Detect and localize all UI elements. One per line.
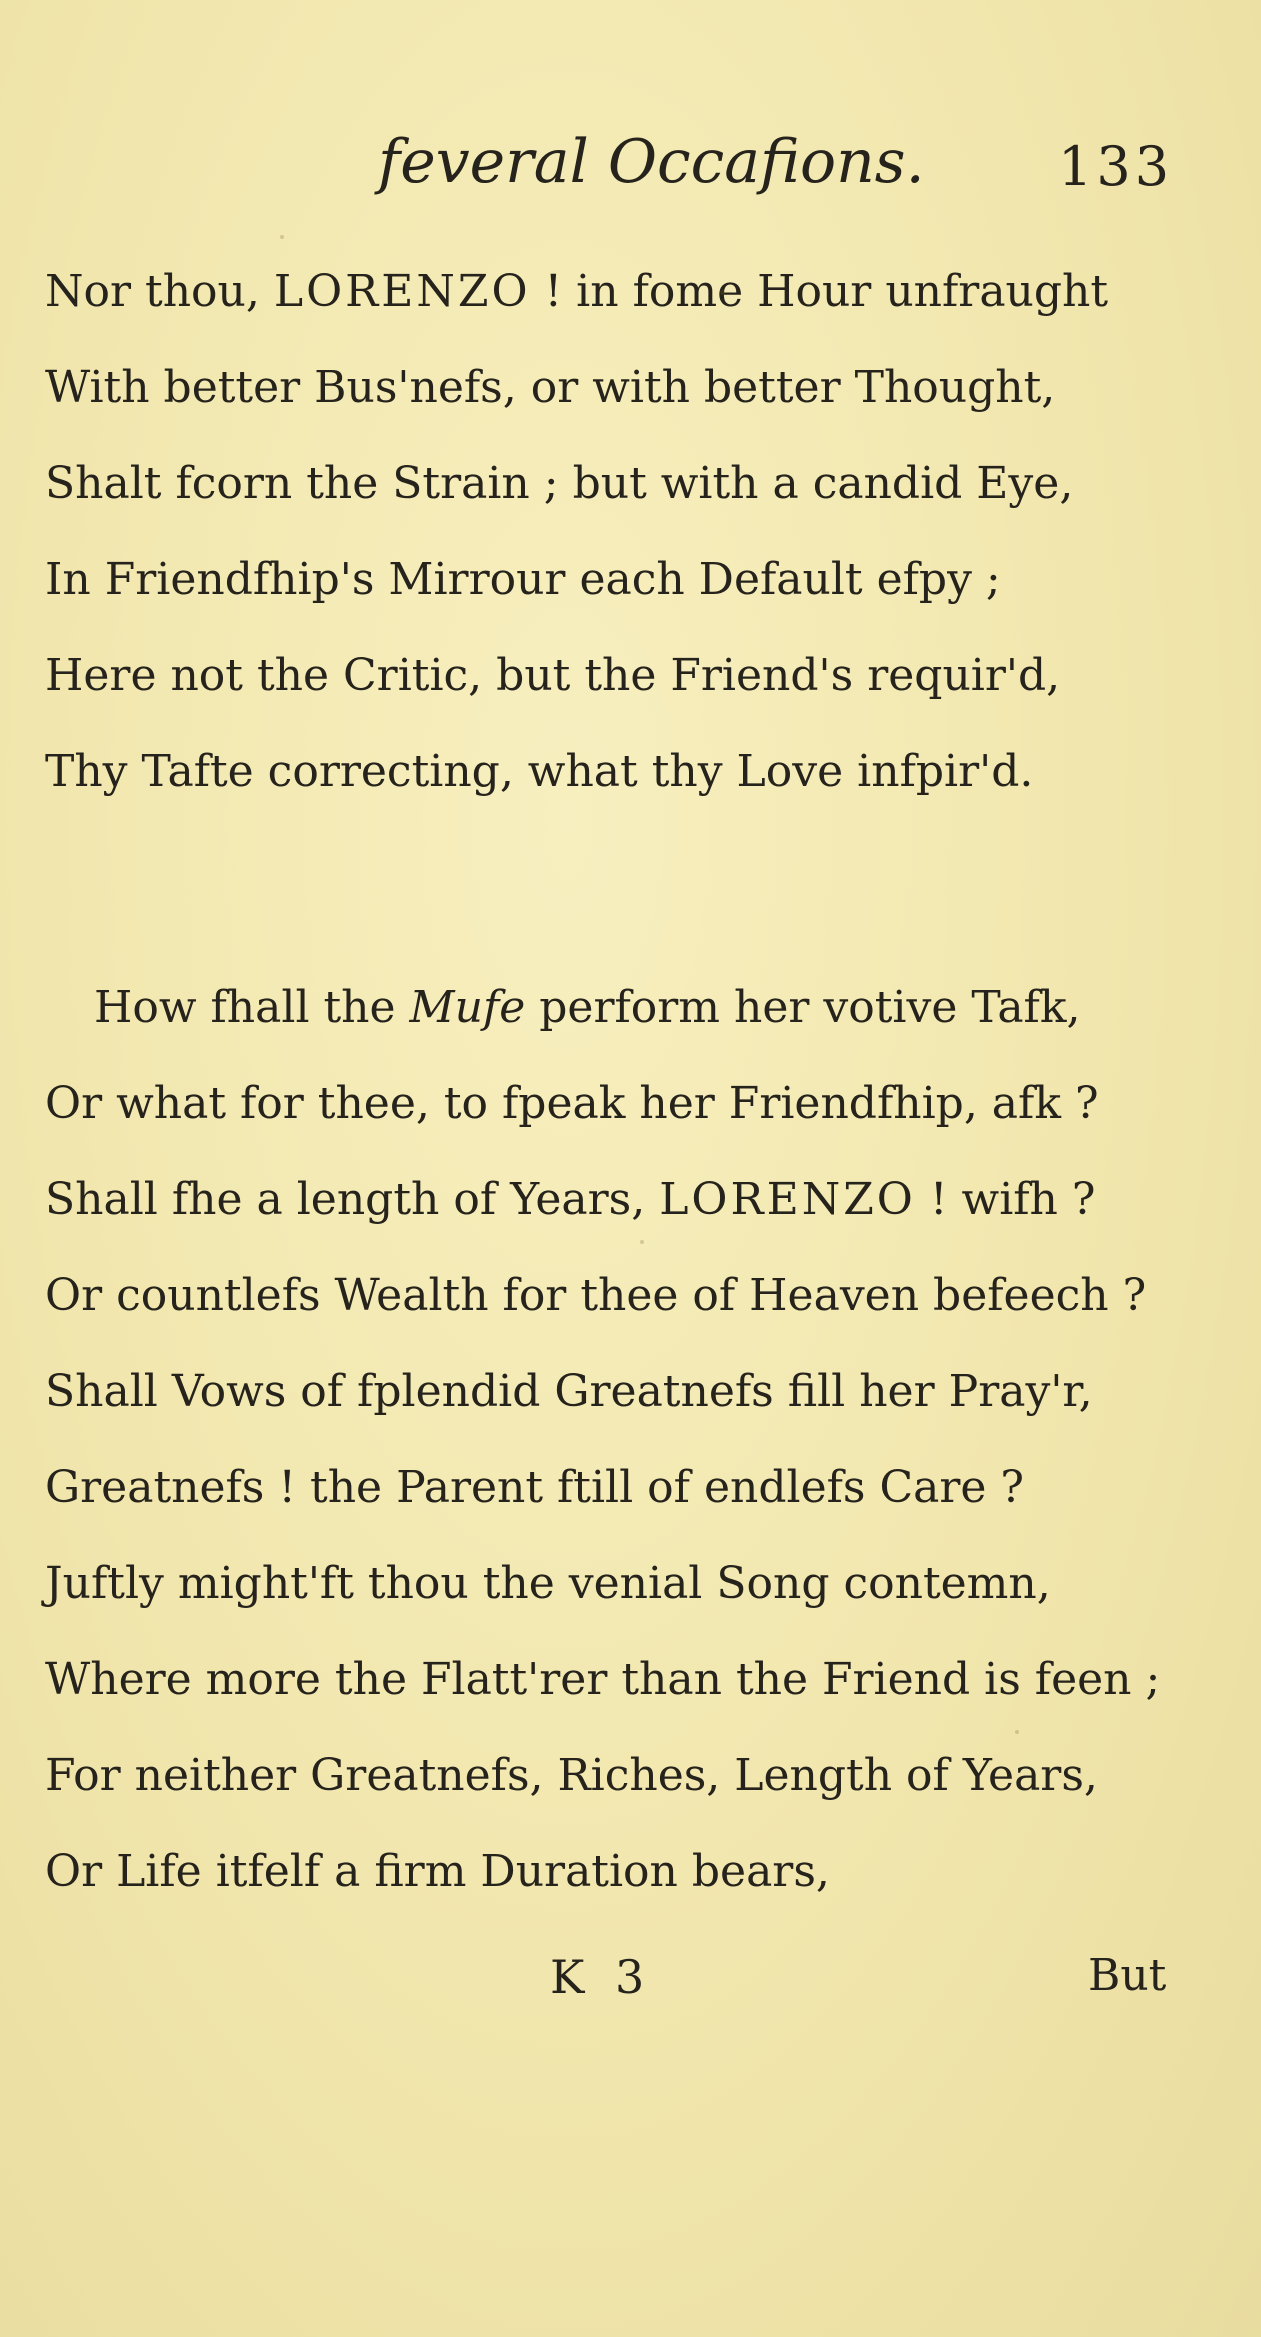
catchword: But [1088, 1950, 1167, 2001]
verse-line: Nor thou, LORENZO ! in fome Hour unfraught [45, 266, 1109, 317]
page-number: 133 [1058, 135, 1174, 198]
verse-line: Or countlefs Wealth for thee of Heaven befeech ? [45, 1270, 1147, 1321]
paper-speck [720, 290, 725, 295]
verse-line: In Friendfhip's Mirrour each Default efpy ; [45, 554, 1001, 605]
verse-line: Shall fhe a length of Years, LORENZO ! wifh ? [45, 1174, 1096, 1225]
signature-mark: K 3 [550, 1950, 653, 2004]
paper-speck [640, 1240, 644, 1244]
verse-line: Where more the Flatt'rer than the Friend is feen ; [45, 1654, 1161, 1705]
verse-line: Greatnefs ! the Parent ftill of endlefs Care ? [45, 1462, 1024, 1513]
verse-line: Here not the Critic, but the Friend's requir'd, [45, 650, 1061, 701]
name-lorenzo: LORENZO [273, 266, 531, 317]
paper-speck [1015, 1730, 1019, 1734]
verse-line: Or Life itfelf a firm Duration bears, [45, 1846, 830, 1897]
verse-line: Shalt fcorn the Strain ; but with a candid Eye, [45, 458, 1074, 509]
name-lorenzo: LORENZO [659, 1174, 916, 1225]
verse-line: Or what for thee, to fpeak her Friendfhip, afk ? [45, 1078, 1099, 1129]
running-head [0, 115, 1261, 198]
verse-line: Shall Vows of fplendid Greatnefs fill her Pray'r, [45, 1366, 1093, 1417]
verse-line: For neither Greatnefs, Riches, Length of Years, [45, 1750, 1098, 1801]
verse-line: With better Bus'nefs, or with better Thought, [45, 362, 1056, 413]
paper-speck [280, 235, 284, 239]
verse-line: Juftly might'ft thou the venial Song contemn, [45, 1558, 1051, 1609]
verse-line: Thy Tafte correcting, what thy Love infpir'd. [45, 746, 1034, 797]
running-head-title: feveral Occafions. [378, 127, 925, 197]
page-footer [0, 1950, 1261, 2020]
verse-line: How fhall the Mufe perform her votive Tafk, [94, 982, 1081, 1033]
word-mufe: Mufe [409, 982, 526, 1033]
